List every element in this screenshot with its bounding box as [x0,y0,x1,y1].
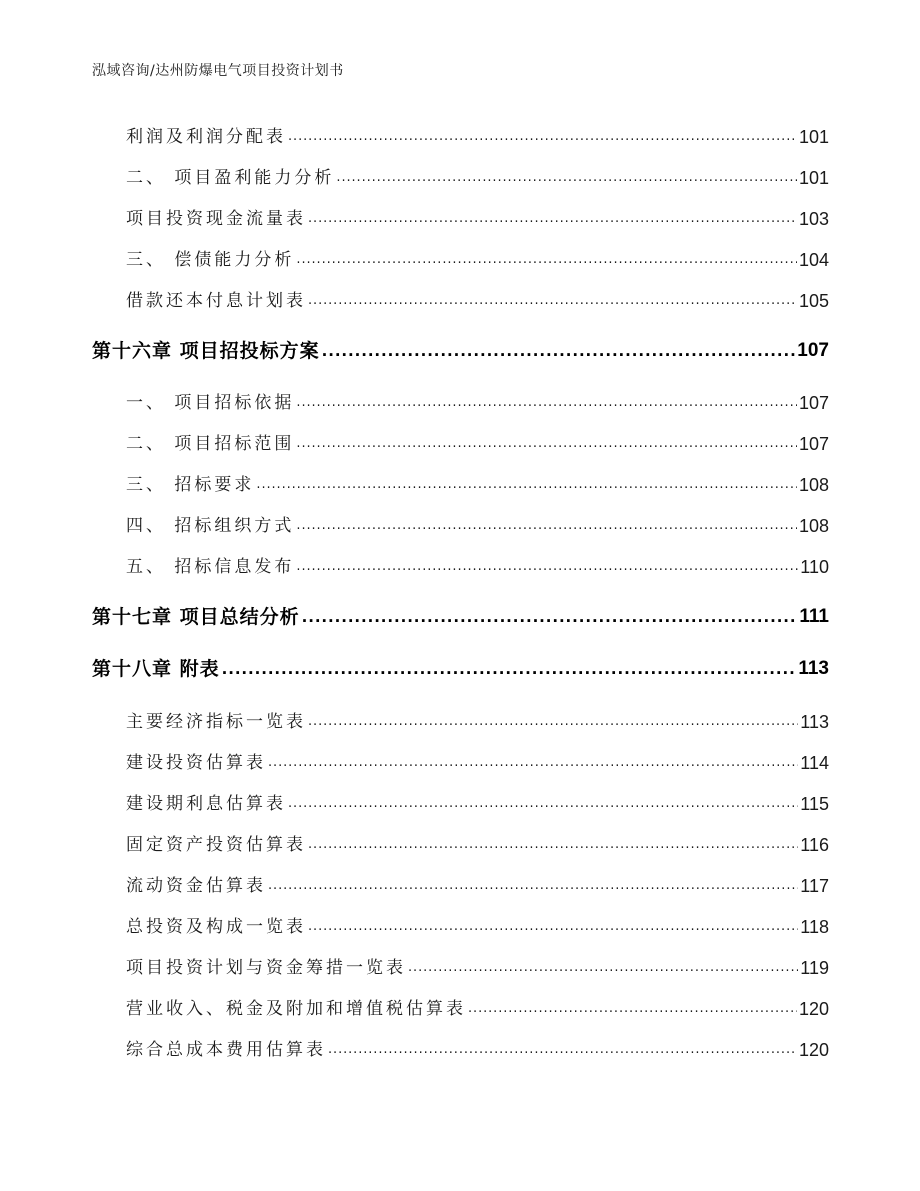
toc-entry[interactable] [126,248,829,272]
toc-entry[interactable] [126,391,829,415]
toc-entry-title: 借款还本付息计划表 [126,291,306,311]
toc-leader-dots [308,287,797,313]
toc-entry-page: 114 [800,753,829,773]
toc-chapter-page: 111 [799,606,829,627]
toc-entry-page: 118 [800,917,829,937]
toc-entry[interactable] [126,710,829,734]
toc-entry-page: 115 [800,794,829,814]
toc-entry[interactable] [126,289,829,313]
toc-leader-dots [328,1036,797,1062]
toc-entry[interactable] [126,874,829,898]
toc-entry-title: 项目投资计划与资金筹措一览表 [126,958,406,978]
toc-leader-dots [256,471,797,497]
toc-entry[interactable] [126,432,829,456]
toc-leader-dots [288,123,797,149]
toc-entry-title: 固定资产投资估算表 [126,835,306,855]
toc-leader-dots [308,708,798,734]
toc-chapter-title: 第十六章 项目招投标方案 [92,340,320,362]
toc-entry-title: 利润及利润分配表 [126,127,286,147]
toc-chapter[interactable] [92,655,829,683]
toc-chapter-title: 第十七章 项目总结分析 [92,606,300,628]
toc-entry[interactable] [126,915,829,939]
toc-leader-dots [408,954,798,980]
toc-entry-title: 主要经济指标一览表 [126,712,306,732]
toc-entry[interactable] [126,997,829,1021]
toc-leader-dots [296,430,797,456]
toc-chapter[interactable] [92,603,829,631]
toc-entry-page: 120 [798,999,829,1019]
toc-leader-dots [468,995,797,1021]
toc-entry-page: 120 [798,1040,829,1060]
toc-entry[interactable] [126,751,829,775]
toc-leader-dots [296,553,798,579]
toc-leader-dots [268,749,798,775]
toc-entry-title: 综合总成本费用估算表 [126,1040,326,1060]
toc-entry[interactable] [126,792,829,816]
toc-entry-title: 二、 项目招标范围 [126,434,295,454]
toc-entry-title: 四、 招标组织方式 [126,516,295,536]
toc-entry-page: 105 [798,291,829,311]
toc-entry[interactable] [126,125,829,149]
toc-entry-page: 107 [798,434,829,454]
toc-entry-page: 119 [800,958,829,978]
toc-entry-title: 三、 招标要求 [126,475,255,495]
toc-chapter-page: 107 [797,340,829,361]
toc-leader-dots [308,913,798,939]
toc-entry-title: 总投资及构成一览表 [126,917,306,937]
toc-entry[interactable] [126,207,829,231]
toc-entry[interactable] [126,473,829,497]
toc-entry-page: 117 [800,876,829,896]
toc-entry-title: 五、 招标信息发布 [126,557,295,577]
toc-leader-dots [336,164,797,190]
toc-chapter[interactable] [92,337,829,365]
toc-entry-page: 104 [798,250,829,270]
toc-leader-dots [296,246,797,272]
toc-leader-dots [308,831,798,857]
toc-leader-dots [308,205,797,231]
toc-entry-title: 二、 项目盈利能力分析 [126,168,335,188]
toc-entry[interactable] [126,1038,829,1062]
toc-entry-title: 项目投资现金流量表 [126,209,306,229]
toc-chapter-title: 第十八章 附表 [92,658,220,680]
toc-leader-dots [322,336,796,365]
toc-entry-title: 营业收入、税金及附加和增值税估算表 [126,999,466,1019]
toc-entry-title: 建设期利息估算表 [126,794,286,814]
toc-leader-dots [296,512,797,538]
toc-entry-page: 103 [798,209,829,229]
toc-leader-dots [296,389,797,415]
toc-entry[interactable] [126,833,829,857]
running-header: 泓域咨询/达州防爆电气项目投资计划书 [92,63,344,79]
toc-entry-page: 108 [798,475,829,495]
toc-chapter-page: 113 [798,658,829,679]
toc-leader-dots [222,654,797,683]
toc-leader-dots [268,872,798,898]
toc-entry[interactable] [126,555,829,579]
toc-entry-page: 101 [798,127,829,147]
toc-entry-title: 三、 偿债能力分析 [126,250,295,270]
toc-entry-title: 流动资金估算表 [126,876,266,896]
toc-entry-page: 110 [800,557,829,577]
toc-entry-page: 116 [800,835,829,855]
toc-entry-page: 101 [798,168,829,188]
toc-entry[interactable] [126,956,829,980]
toc-leader-dots [302,602,798,631]
toc-entry[interactable] [126,166,829,190]
toc-entry-title: 一、 项目招标依据 [126,393,295,413]
toc-entry-page: 107 [798,393,829,413]
toc-leader-dots [288,790,798,816]
toc-entry-page: 108 [798,516,829,536]
toc-entry-title: 建设投资估算表 [126,753,266,773]
toc-entry[interactable] [126,514,829,538]
toc-entry-page: 113 [800,712,829,732]
